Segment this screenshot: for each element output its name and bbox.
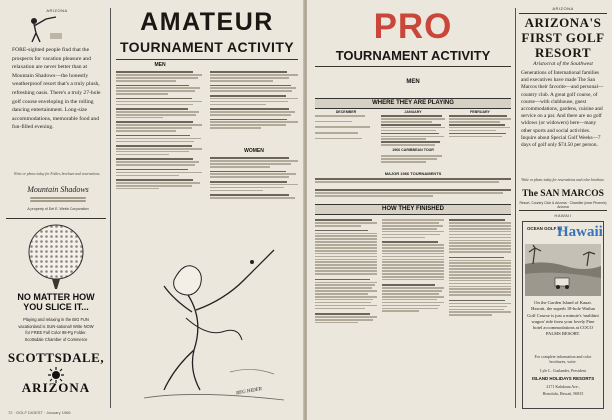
ad-body-text: FORE-sighted people find that the prospects for vacation pleasure and relaxation are never better than at Mountain Shadows—the honestly weatherproof resort that's a truly plush, refreshing oasis. There's a truly 27-hole golf course enveloping in the rolling dancing entertainment. Long-size accommodations, memorable food and fun-filled evening.: [12, 47, 101, 131]
hawaii-state: HAWAII: [554, 213, 572, 218]
golfer-sketch-icon: [26, 15, 64, 43]
hawaii-company: ISLAND HOLIDAYS RESORTS: [531, 376, 595, 381]
san-marcos-title-2: FIRST GOLF: [521, 30, 605, 45]
san-marcos-title-1: ARIZONA'S: [524, 15, 602, 30]
caribbean-heading: 1966 CARIBBEAN TOUR: [392, 148, 434, 152]
san-marcos-ad: [519, 6, 607, 209]
col-december-label: DECEMBER: [335, 110, 357, 114]
results-col-3: [449, 218, 511, 317]
scottsdale-headline-1: NO MATTER HOW: [17, 292, 95, 302]
tour-summary-lines: [315, 188, 511, 198]
golf-course-photo: [525, 244, 601, 296]
col-february-label: FEBRUARY: [470, 110, 490, 114]
where-heading-bar: [315, 98, 511, 109]
hawaii-ad-frame: [522, 221, 604, 409]
pro-article: [315, 8, 511, 412]
page-footer-left: 72 · GOLF DIGEST · January 1966: [8, 410, 71, 415]
amateur-title: AMATEUR: [140, 8, 274, 36]
pro-section-men: MEN: [406, 79, 420, 85]
hawaii-contact: Lyle L. Guslander, President: [540, 368, 586, 373]
san-marcos-address: Resort, Country Club & Arizona · Chandler (near Phoenix) Arizona: [519, 201, 607, 209]
mountain-shadows-logo: Mountain Shadows: [27, 185, 89, 194]
schedule-col-january: [381, 110, 445, 147]
hawaii-pre: OCEAN GOLF IN: [527, 226, 562, 231]
amateur-section-women: WOMEN: [244, 148, 264, 154]
schedule-col-december: [315, 110, 377, 141]
logo-address-lines: [30, 196, 86, 204]
column-rule: [110, 8, 111, 408]
san-marcos-state: ARIZONA: [552, 6, 574, 11]
scottsdale-body: Playing and relaxing in the BIG FUN vacationland is SUN-sational! Write NOW for FREE Full Color 88-Pg Folder. Scottsdale Chamber of Commerce: [18, 317, 94, 342]
hawaii-fine: For complete information and color brochures, write:: [534, 354, 592, 364]
hawaii-ad: [519, 213, 607, 411]
san-marcos-body: Generations of International families and executives have made The San Marcos their favorite—and personal—country club. A great golf course, of course—with clubhouse, guest accommodations, gardens, cuisine and service on a par. And there are no golf widows (or widowers) here—many other sports and social activities. Inquire about Special Golf Weeks—7 days of golf only $74.50 per person.: [521, 70, 604, 149]
caribbean-lines: [381, 154, 445, 164]
results-col-1: [315, 218, 377, 325]
finished-heading-bar: [315, 204, 511, 215]
hawaii-address-2: Honolulu, Hawaii, 96815: [542, 391, 584, 396]
ad-fine-print: Write or phone today for Folder, brochure and reservations.: [14, 172, 101, 176]
right-column-rule: [515, 8, 516, 408]
left-page: [0, 0, 304, 420]
golf-ball-on-tee-icon: [24, 224, 88, 290]
subtitle-rule: [116, 59, 298, 60]
san-marcos-tagline: Aristocrat of the Southwest: [533, 61, 593, 67]
san-marcos-title-3: RESORT: [534, 45, 591, 60]
san-marcos-top-rule: [519, 13, 607, 14]
scottsdale-logo-bottom: ARIZONA: [21, 380, 91, 395]
pro-title: PRO: [373, 7, 453, 46]
golfer-cartoon-icon: [134, 240, 294, 405]
scottsdale-ad: [6, 222, 106, 408]
ad-divider: [6, 218, 106, 219]
schedule-col-february: [449, 110, 511, 138]
col-january-label: JANUARY: [404, 110, 422, 114]
right-ad-divider: [519, 210, 607, 211]
scottsdale-logo-top: SCOTTSDALE,: [7, 350, 105, 365]
amateur-women-results: [210, 156, 298, 200]
major-heading: MAJOR 1966 TOURNAMENTS: [384, 171, 442, 176]
where-heading: WHERE THEY ARE PLAYING: [372, 100, 454, 106]
amateur-subtitle: TOURNAMENT ACTIVITY: [119, 39, 295, 55]
cartoon-signature: REG HIDER: [235, 387, 263, 397]
hawaii-body: On the Garden Island of Kauai. Hawaii, the superb 18-hole Wailua Golf Course is just a minute's 'malihini wagon' ride from your lovely Fine hotel accommodations at COCO PALMS RESORT.: [527, 300, 599, 337]
pro-subtitle-rule: [315, 66, 511, 67]
san-marcos-fine: Write or phone today for reservations and color brochure.: [521, 178, 605, 182]
amateur-section-men: MEN: [154, 62, 166, 68]
mountain-shadows-ad: [8, 8, 106, 218]
san-marcos-logo: The SAN MARCOS: [522, 189, 604, 199]
scottsdale-headline-2: YOU SLICE IT...: [23, 302, 89, 312]
amateur-results-col-1: [116, 70, 202, 191]
amateur-article: [116, 8, 298, 408]
major-lines: [315, 177, 511, 184]
pro-subtitle: TOURNAMENT ACTIVITY: [335, 48, 491, 63]
results-col-2: [382, 218, 444, 313]
hawaii-headline: Hawaii: [557, 224, 603, 240]
right-page: [307, 0, 612, 420]
ad-state-label: ARIZONA: [46, 8, 68, 13]
finished-heading: HOW THEY FINISHED: [382, 206, 444, 212]
amateur-results-col-2: [210, 70, 298, 130]
ad-footer-text: A property of Del E. Webb Corporation: [27, 207, 89, 211]
hawaii-address-1: 2171 Kalakaua Ave.,: [546, 384, 580, 389]
